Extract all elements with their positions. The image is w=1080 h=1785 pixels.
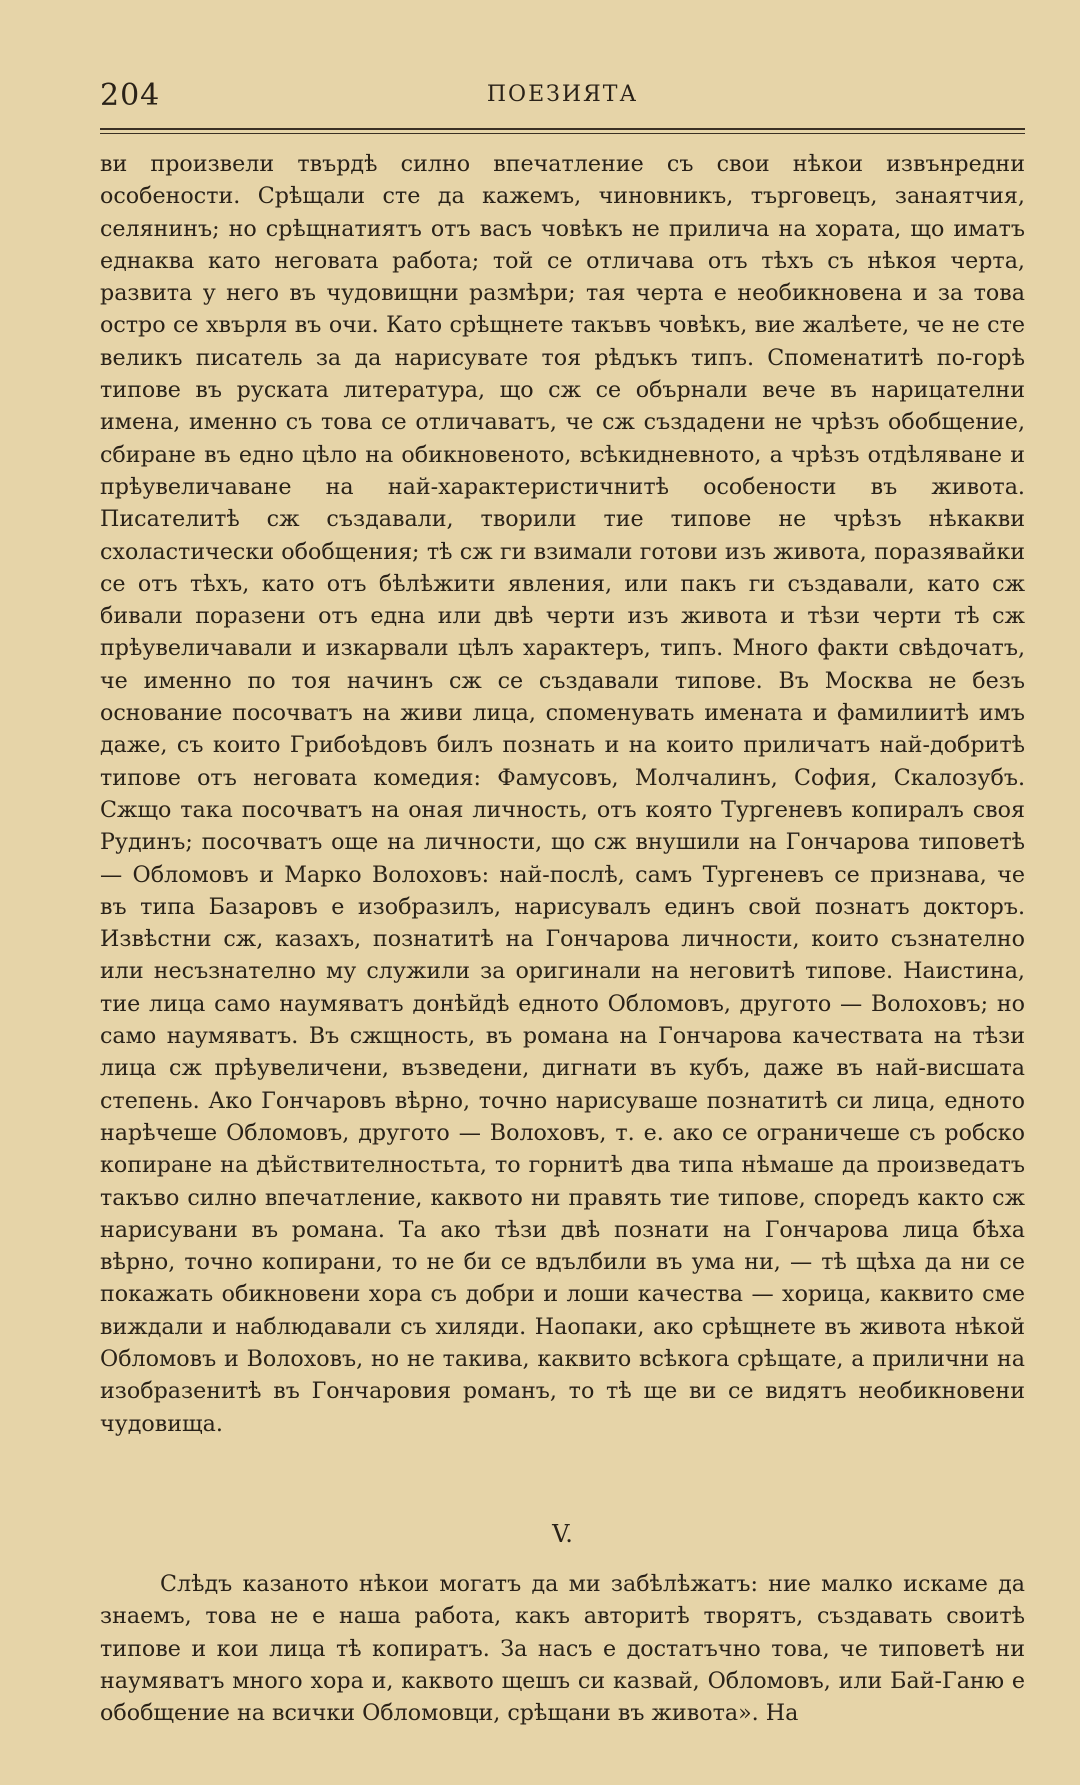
- paragraph: ви произвели твърдѣ силно впечатление съ свои нѣкои извънредни особености. Срѣщали сте да кажемъ, чиновникъ, търговецъ, занаятчия, селянинъ; но срѣщнатиятъ отъ васъ човѣкъ не прилича на хората, що иматъ еднаква като неговата работа; той се отличава отъ тѣхъ съ нѣкоя черта, развита у него въ чудовищни размѣри; тая черта е необикновена и за това остро се хвърля въ очи. Като срѣщнете такъвъ човѣкъ, вие жалѣете, че не сте великъ писатель за да нарисувате тоя рѣдъкъ типъ. Споменатитѣ по-горѣ типове въ руската литература, що сж се обърнали вече въ нарицателни имена, именно съ това се отличаватъ, че сж създадени не чрѣзъ обобщение, сбиране въ едно цѣло на обикновеното, всѣкидневното, а чрѣзъ отдѣляване и прѣувеличаване на най-характеристичнитѣ особености въ живота. Писателитѣ сж създавали, творили тие типове не чрѣзъ нѣкакви схоластически обобщения; тѣ сж ги взимали готови изъ живота, поразявайки се отъ тѣхъ, като отъ бѣлѣжити явления, или пакъ ги създавали, като сж бивали поразени отъ една или двѣ черти изъ живота и тѣзи черти тѣ сж прѣувеличавали и изкарвали цѣлъ характеръ, типъ. Много факти свѣдочатъ, че именно по тоя начинъ сж се създавали типове. Въ Москва не безъ основание посочватъ на живи лица, споменувать имената и фамилиитѣ имъ даже, съ които Грибоѣдовъ билъ познать и на които приличатъ най-добритѣ типове отъ неговата комедия: Фамусовъ, Молчалинъ, София, Скалозубъ. Сжщо така посочватъ на оная личность, отъ която Тургеневъ копиралъ своя Рудинъ; посочватъ още на личности, що сж внушили на Гончарова типоветѣ — Обломовъ и Марко Волоховъ: най-послѣ, самъ Тургеневъ се признава, че въ типа Базаровъ е изобразилъ, нарисувалъ единъ свой познатъ докторъ. Извѣстни сж, казахъ, познатитѣ на Гончарова личности, които съзнателно или несъзнателно му служили за оригинали на неговитѣ типове. Наистина, тие лица само наумяватъ донѣйдѣ едното Обломовъ, другото — Волоховъ; но само наумяватъ. Въ сжщность, въ романа на Гончарова качествата на тѣзи лица сж прѣувеличени, възведени, дигнати въ кубъ, даже въ най-висшата степень. Ако Гончаровъ вѣрно, точно нарисуваше познатитѣ си лица, едното нарѣчеше Обломовъ, другото — Волоховъ, т. е. ако се ограничеше съ робско копиране на дѣйствителностьта, то горнитѣ два типа нѣмаше да произведатъ такъво силно впечатление, каквото ни правять тие типове, споредъ както сж нарисувани въ романа. Та ако тѣзи двѣ познати на Гончарова лица бѣха вѣрно, точно копирани, то не би се вдълбили въ ума ни, — тѣ щѣха да ни се покажать обикновени хора съ добри и лоши качества — хорица, каквито сме виждали и наблюдавали съ хиляди. Наопаки, ако срѣщнете въ живота нѣкой Обломовъ и Волоховъ, но не такива, каквито всѣкога срѣщате, а прилични на изобразенитѣ въ Гончаровия романъ, то тѣ ще ви се видятъ необикновени чудовища.: [100, 151, 1025, 1437]
- paragraph: Слѣдъ казаното нѣкои могатъ да ми забѣлѣжатъ: ние малко искаме да знаемъ, това не е наша работа, какъ авторитѣ творятъ, създавать своитѣ типове и кои лица тѣ копиратъ. За насъ е достатъчно това, че типоветѣ ни наумяватъ много хора и, каквото щешъ си казвай, Обломовъ, или Бай-Ганю е обобщение на всички Обломовци, срѣщани въ живота». На: [100, 1571, 1025, 1727]
- page-number: 204: [100, 78, 161, 113]
- header-rule: [100, 128, 1025, 130]
- running-title: ПОЕЗИЯТА: [486, 82, 639, 107]
- body-text: [100, 148, 1025, 1440]
- running-head: [100, 78, 1025, 118]
- section-heading: V.: [552, 1520, 573, 1548]
- section-text: [100, 1568, 1025, 1729]
- header-rule-thin: [100, 133, 1025, 134]
